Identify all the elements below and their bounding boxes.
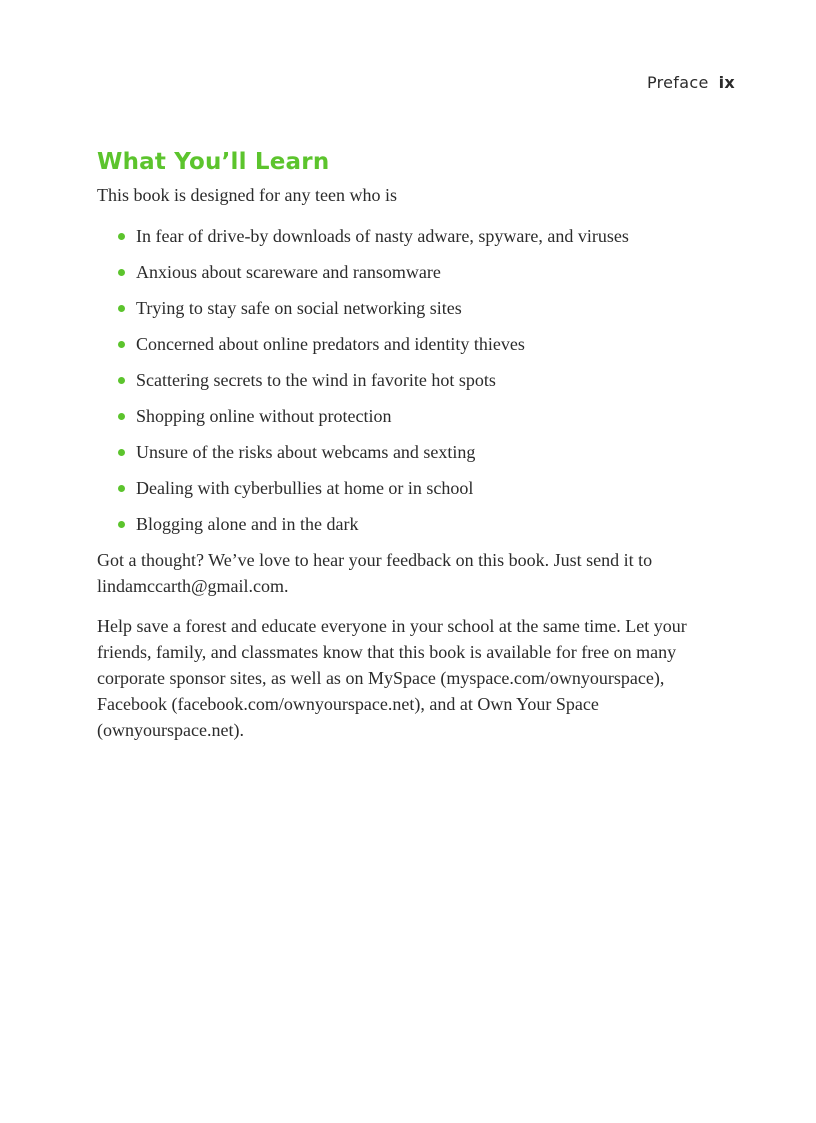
- section-heading: What You’ll Learn: [97, 149, 330, 175]
- list-item-text: Concerned about online predators and identity thieves: [136, 334, 525, 354]
- bullet-dot-icon: [118, 521, 125, 528]
- list-item-text: Scattering secrets to the wind in favorite hot spots: [136, 370, 496, 390]
- list-item: [118, 223, 737, 249]
- list-item: [118, 259, 737, 285]
- list-item-text: Trying to stay safe on social networking sites: [136, 298, 462, 318]
- bullet-dot-icon: [118, 341, 125, 348]
- list-item-text: Dealing with cyberbullies at home or in school: [136, 478, 474, 498]
- bullet-dot-icon: [118, 233, 125, 240]
- list-item-text: Shopping online without protection: [136, 406, 392, 426]
- list-item: [118, 295, 737, 321]
- bullet-dot-icon: [118, 269, 125, 276]
- list-item-text: Blogging alone and in the dark: [136, 514, 359, 534]
- list-item-text: In fear of drive-by downloads of nasty adware, spyware, and viruses: [136, 226, 629, 246]
- page-content: [97, 146, 737, 743]
- bullet-dot-icon: [118, 305, 125, 312]
- list-item: [118, 367, 737, 393]
- feedback-paragraph: Got a thought? We’ve love to hear your feedback on this book. Just send it to lindamccarth@gmail.com.: [97, 550, 653, 596]
- list-item: [118, 511, 737, 537]
- bullet-dot-icon: [118, 449, 125, 456]
- list-item-text: Unsure of the risks about webcams and sexting: [136, 442, 476, 462]
- intro-text: This book is designed for any teen who is: [97, 185, 397, 205]
- page-number: ix: [718, 73, 735, 92]
- list-item: [118, 403, 737, 429]
- bullet-dot-icon: [118, 485, 125, 492]
- list-item: [118, 331, 737, 357]
- list-item: [118, 439, 737, 465]
- bullet-dot-icon: [118, 413, 125, 420]
- list-item: [118, 475, 737, 501]
- share-paragraph: Help save a forest and educate everyone in your school at the same time. Let your friends, family, and classmates know that this book is available for free on many corporate sponsor sites, as well as on MySpace (myspace.com/ownyourspace), Facebook (facebook.com/ownyourspace.net), and at Own Your Space (ownyourspace.net).: [97, 616, 687, 740]
- bullet-list: [97, 223, 737, 537]
- running-head-section: Preface: [646, 73, 709, 92]
- running-head: [647, 73, 735, 92]
- bullet-dot-icon: [118, 377, 125, 384]
- list-item-text: Anxious about scareware and ransomware: [136, 262, 441, 282]
